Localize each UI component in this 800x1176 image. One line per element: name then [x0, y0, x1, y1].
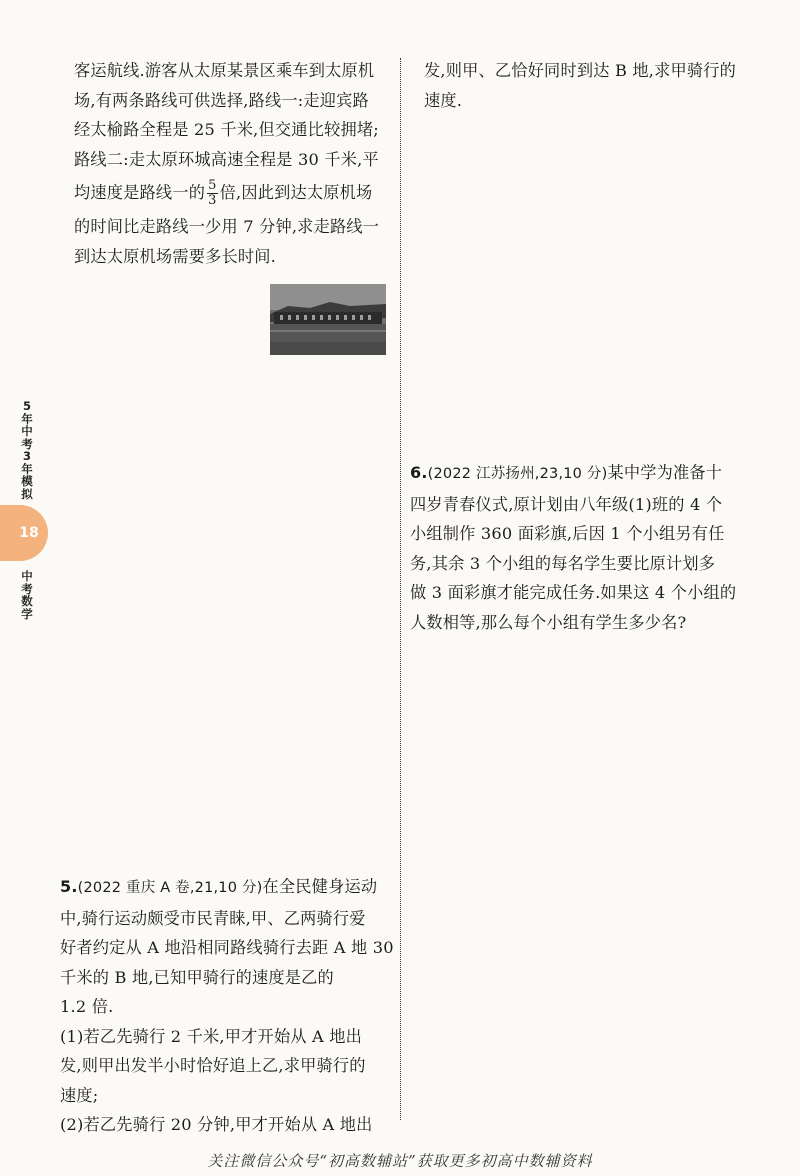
question-number: 6.: [410, 463, 428, 482]
book-series-label: [16, 400, 38, 500]
text-line: 做 3 面彩旗才能完成任务.如果这 4 个小组的: [410, 583, 737, 602]
footer-watermark-text: 关注微信公众号“初高数辅站”获取更多初高中数辅资料: [207, 1152, 593, 1170]
text-line: 中,骑行运动颇受市民青睐,甲、乙两骑行爱: [60, 908, 366, 928]
column-divider: [400, 58, 401, 1120]
question-source: (2022 江苏扬州,23,10 分): [427, 466, 608, 482]
text-line: 人数相等,那么每个小组有学生多少名?: [410, 612, 687, 632]
text-line: 发,则甲出发半小时恰好追上乙,求甲骑行的: [60, 1056, 366, 1075]
text-line: 好者约定从 A 地沿相同路线骑行去距 A 地 30: [60, 938, 394, 957]
subject-char: 中: [21, 569, 33, 583]
subject-label: [16, 570, 38, 620]
airport-photo-illustration: [270, 284, 386, 355]
text-line: 千米的 B 地,已知甲骑行的速度是乙的: [60, 967, 334, 987]
series-char: 5: [22, 399, 31, 413]
text-line: 小组制作 360 面彩旗,后因 1 个小组另有任: [410, 524, 725, 543]
text-segment: 某中学为准备十: [607, 463, 723, 482]
text-line: 经太榆路全程是 25 千米,但交通比较拥堵;: [74, 120, 379, 139]
text-line: 到达太原机场需要多长时间.: [74, 246, 276, 266]
fraction: [207, 179, 217, 208]
series-char: 3: [22, 449, 31, 463]
page-number: 18: [19, 525, 39, 541]
series-char: 模: [21, 474, 33, 488]
series-char: 年: [21, 411, 33, 426]
left-column-text: [74, 56, 396, 271]
question-5: [60, 872, 396, 1140]
question-first-line: [410, 458, 750, 490]
fraction-denominator: 3: [208, 193, 217, 208]
text-line: 务,其余 3 个小组的每名学生要比原计划多: [410, 553, 716, 573]
text-line: 路线二:走太原环城高速全程是 30 千米,平: [74, 149, 379, 169]
text-line: 场,有两条路线可供选择,路线一:走迎宾路: [74, 90, 369, 110]
text-line: 速度.: [424, 90, 463, 110]
subject-char: 考: [21, 581, 33, 596]
question-number: 5.: [60, 877, 78, 896]
question-first-line: [60, 872, 396, 904]
airport-photo: [270, 284, 386, 355]
subject-char: 数: [21, 594, 33, 608]
text-line: 速度;: [60, 1085, 99, 1105]
series-char: 年: [21, 461, 33, 476]
text-line: 四岁青春仪式,原计划由八年级(1)班的 4 个: [410, 494, 723, 514]
text-line: 客运航线.游客从太原某景区乘车到太原机: [74, 61, 375, 80]
text-line: (1)若乙先骑行 2 千米,甲才开始从 A 地出: [60, 1026, 363, 1046]
series-char: 中: [21, 424, 33, 438]
text-line: 发,则甲、乙恰好同时到达 B 地,求甲骑行的: [424, 61, 737, 80]
text-line: (2)若乙先骑行 20 分钟,甲才开始从 A 地出: [60, 1115, 373, 1134]
right-column-top-text: [424, 56, 746, 115]
series-char: 考: [21, 436, 33, 451]
question-source: (2022 重庆 A 卷,21,10 分): [77, 880, 263, 896]
text-segment: 倍,因此到达太原机场: [219, 183, 373, 202]
text-line: 的时间比走路线一少用 7 分钟,求走路线一: [74, 217, 380, 236]
page-sidebar: [0, 400, 56, 640]
series-char: 拟: [21, 486, 33, 501]
question-6: [410, 458, 750, 637]
subject-char: 学: [21, 606, 33, 621]
text-segment: 均速度是路线一的: [74, 183, 206, 202]
fraction-numerator: 5: [208, 178, 217, 193]
text-segment: 在全民健身运动: [262, 877, 378, 896]
fraction-line: [74, 174, 396, 212]
text-line: 1.2 倍.: [60, 997, 114, 1016]
